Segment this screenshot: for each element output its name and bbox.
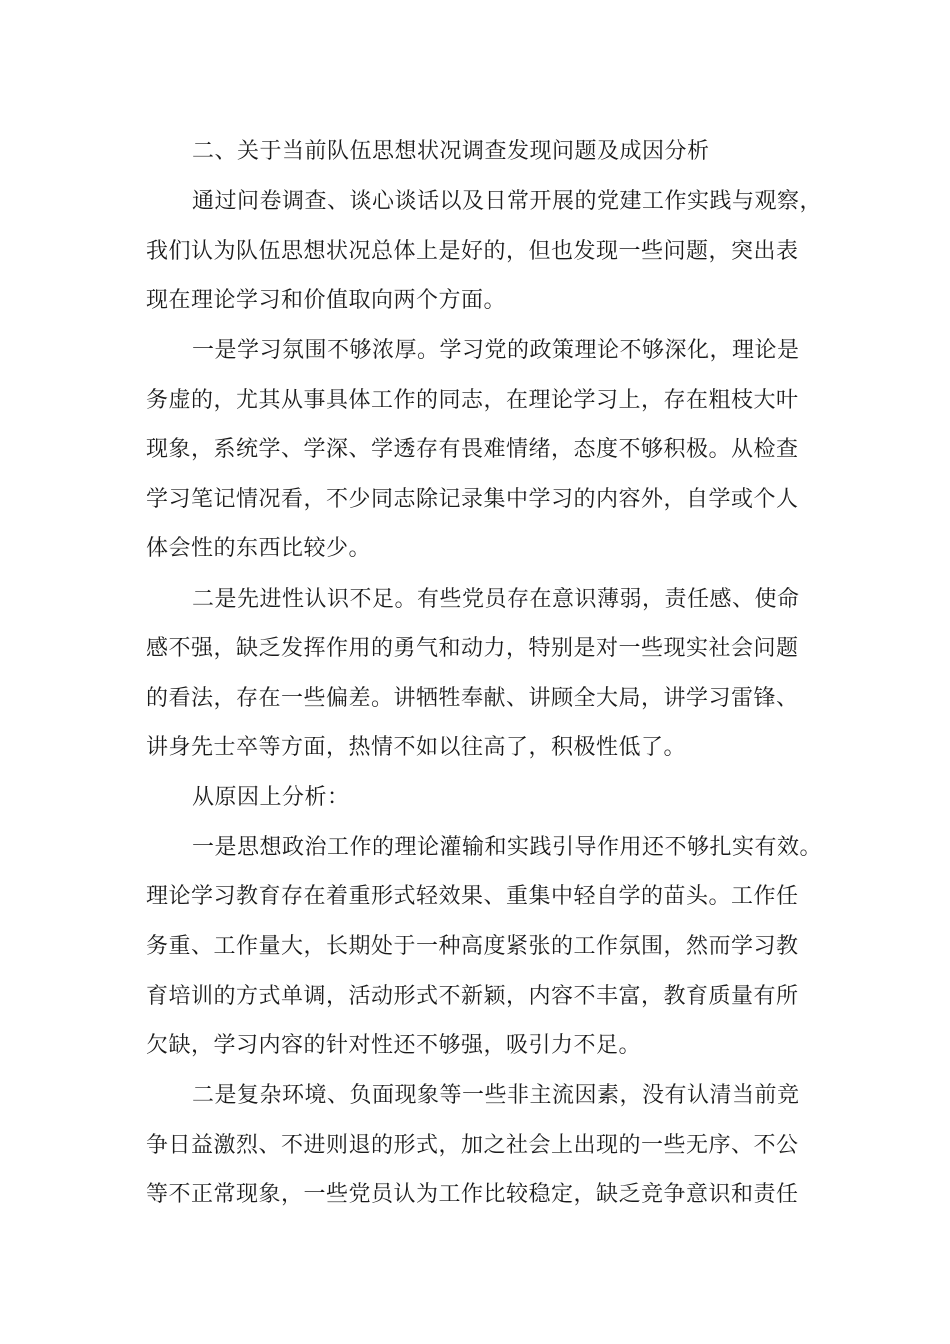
paragraph-line: 现象，系统学、学深、学透存有畏难情绪，态度不够积极。从检查: [146, 437, 799, 462]
paragraph-line: 学习笔记情况看，不少同志除记录集中学习的内容外，自学或个人: [146, 487, 799, 512]
paragraph-line: 我们认为队伍思想状况总体上是好的，但也发现一些问题，突出表: [146, 239, 799, 264]
paragraph-line: 体会性的东西比较少。: [146, 536, 372, 561]
paragraph-line: 争日益激烈、不进则退的形式，加之社会上出现的一些无序、不公: [146, 1133, 799, 1158]
paragraph-line: 等不正常现象，一些党员认为工作比较稳定，缺乏竞争意识和责任: [146, 1182, 799, 1207]
paragraph-line: 通过问卷调查、谈心谈话以及日常开展的党建工作实践与观察，: [192, 189, 823, 214]
paragraph-line: 二是先进性认识不足。有些党员存在意识薄弱，责任感、使命: [192, 587, 800, 612]
paragraph-line: 现在理论学习和价值取向两个方面。: [146, 288, 507, 313]
paragraph-line: 从原因上分析：: [192, 785, 350, 810]
paragraph-line: 务虚的，尤其从事具体工作的同志，在理论学习上，存在粗枝大叶: [146, 388, 799, 413]
paragraph-line: 讲身先士卒等方面，热情不如以往高了，积极性低了。: [146, 735, 687, 760]
paragraph-line: 感不强，缺乏发挥作用的勇气和动力，特别是对一些现实社会问题: [146, 636, 799, 661]
paragraph-line: 欠缺，学习内容的针对性还不够强，吸引力不足。: [146, 1033, 642, 1058]
paragraph-line: 一是思想政治工作的理论灌输和实践引导作用还不够扎实有效。: [192, 835, 823, 860]
section-heading: 二、关于当前队伍思想状况调查发现问题及成因分析: [192, 139, 710, 164]
paragraph-line: 务重、工作量大，长期处于一种高度紧张的工作氛围，然而学习教: [146, 934, 799, 959]
paragraph-line: 育培训的方式单调，活动形式不新颖，内容不丰富，教育质量有所: [146, 984, 799, 1009]
paragraph-line: 一是学习氛围不够浓厚。学习党的政策理论不够深化，理论是: [192, 338, 800, 363]
paragraph-line: 理论学习教育存在着重形式轻效果、重集中轻自学的苗头。工作任: [146, 884, 799, 909]
paragraph-line: 的看法，存在一些偏差。讲牺牲奉献、讲顾全大局，讲学习雷锋、: [146, 686, 799, 711]
paragraph-line: 二是复杂环境、负面现象等一些非主流因素，没有认清当前竞: [192, 1083, 800, 1108]
